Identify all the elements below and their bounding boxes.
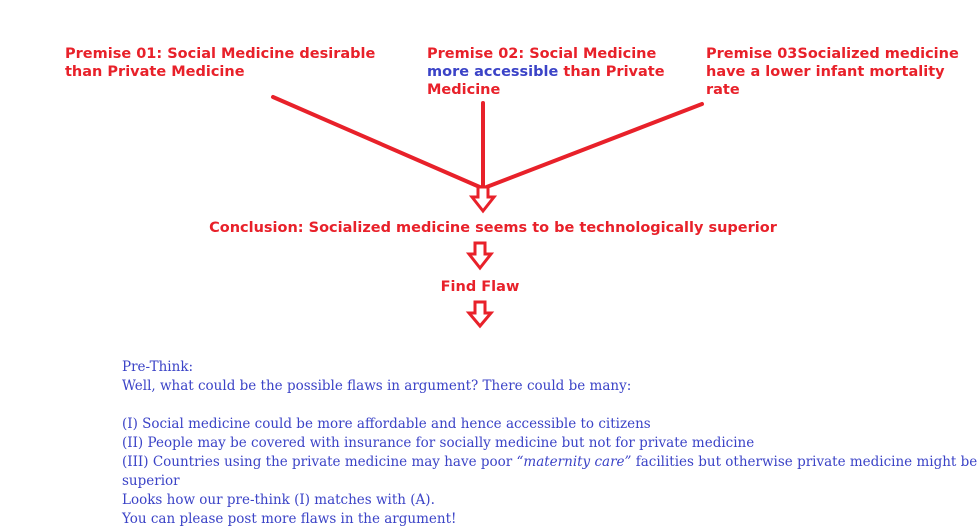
prethink-item-3-end: facilities but otherwise private medicine might be superior (122, 454, 978, 489)
premise-2-highlight: more accessible (427, 64, 559, 80)
find-flaw-label: Find Flaw (440, 279, 520, 295)
prethink-match: Looks how our pre-think (I) matches with (A). (122, 492, 435, 508)
prethink-item-1: (I) Social medicine could be more affordable and hence accessible to citizens (122, 416, 651, 432)
down-arrow-icon-2 (469, 243, 491, 268)
prethink-heading: Pre-Think: (122, 359, 194, 375)
prethink-item-3 (122, 453, 978, 491)
down-arrow-icon-1 (472, 187, 494, 211)
arrow-line-premise-3 (484, 104, 702, 188)
premise-2-text-start: Premise 02: Social Medicine (427, 46, 657, 62)
premise-3: Premise 03Socialized medicine have a lower infant mortality rate (706, 46, 959, 98)
prethink-item-3-start: (III) Countries using the private medicine may have poor (122, 454, 517, 470)
prethink-intro: Well, what could be the possible flaws in argument? There could be many: (122, 378, 632, 394)
conclusion-label: Conclusion: Socialized medicine seems to be technologically superior (209, 220, 777, 236)
prethink-block (122, 358, 978, 529)
prethink-item-3-quote: “maternity care” (516, 454, 632, 470)
down-arrow-icon-3 (469, 302, 491, 326)
arrow-line-premise-1 (273, 97, 482, 188)
premise-2-text-end: than Private Medicine (427, 64, 665, 98)
premise-2 (427, 45, 692, 99)
prethink-invite: You can please post more flaws in the argument! (122, 511, 457, 527)
prethink-item-2: (II) People may be covered with insurance for socially medicine but not for private medicine (122, 435, 755, 451)
premise-1: Premise 01: Social Medicine desirable than Private Medicine (65, 46, 376, 80)
